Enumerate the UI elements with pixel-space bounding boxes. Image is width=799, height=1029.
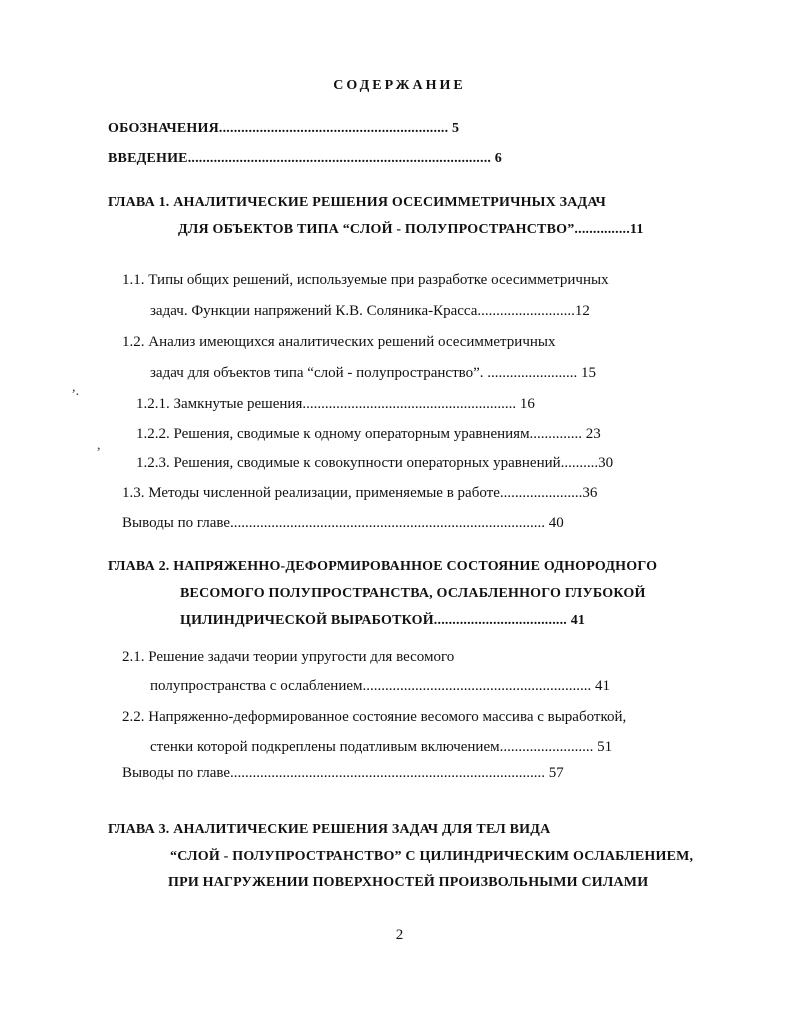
toc-section-1-1-line-1: 1.1. Типы общих решений, используемые при разработке осесимметричных bbox=[122, 272, 609, 288]
toc-chapter-3-line-1: ГЛАВА 3. АНАЛИТИЧЕСКИЕ РЕШЕНИЯ ЗАДАЧ ДЛЯ ТЕЛ ВИДА bbox=[108, 822, 551, 837]
toc-conclusions-1: Выводы по главе.................................................................................... 40 bbox=[122, 515, 564, 531]
page-number: 2 bbox=[395, 927, 404, 943]
page-title: СОДЕРЖАНИЕ bbox=[333, 78, 466, 93]
toc-section-2-1-line-2: полупространства с ослаблением............................................................. 41 bbox=[150, 678, 610, 694]
toc-chapter-3-line-3: ПРИ НАГРУЖЕНИИ ПОВЕРХНОСТЕЙ ПРОИЗВОЛЬНЫМИ СИЛАМИ bbox=[168, 875, 649, 890]
toc-chapter-2-line-1: ГЛАВА 2. НАПРЯЖЕННО-ДЕФОРМИРОВАННОЕ СОСТОЯНИЕ ОДНОРОДНОГО bbox=[108, 559, 658, 574]
toc-chapter-1-line-2: ДЛЯ ОБЪЕКТОВ ТИПА “СЛОЙ - ПОЛУПРОСТРАНСТВО”...............11 bbox=[178, 222, 644, 237]
toc-section-2-2-line-2: стенки которой подкреплены податливым включением......................... 51 bbox=[150, 739, 613, 755]
toc-conclusions-2: Выводы по главе.................................................................................... 57 bbox=[122, 765, 564, 781]
toc-section-1-2-2: 1.2.2. Решения, сводимые к одному операторным уравнениям.............. 23 bbox=[136, 426, 601, 442]
toc-entry-vvedenie: ВВЕДЕНИЕ.................................................................................. 6 bbox=[108, 151, 503, 166]
toc-chapter-2-line-2: ВЕСОМОГО ПОЛУПРОСТРАНСТВА, ОСЛАБЛЕННОГО ГЛУБОКОЙ bbox=[180, 586, 646, 601]
toc-section-1-2-line-1: 1.2. Анализ имеющихся аналитических решений осесимметричных bbox=[122, 334, 556, 350]
toc-chapter-1-line-1: ГЛАВА 1. АНАЛИТИЧЕСКИЕ РЕШЕНИЯ ОСЕСИММЕТРИЧНЫХ ЗАДАЧ bbox=[108, 195, 607, 210]
toc-chapter-3-line-2: “СЛОЙ - ПОЛУПРОСТРАНСТВО” С ЦИЛИНДРИЧЕСКИМ ОСЛАБЛЕНИЕМ, bbox=[170, 849, 694, 864]
toc-entry-oboznacheniya: ОБОЗНАЧЕНИЯ.............................................................. 5 bbox=[108, 121, 460, 136]
toc-section-1-1-line-2: задач. Функции напряжений К.В. Соляника-Красса..........................12 bbox=[150, 303, 590, 319]
toc-section-1-2-line-2: задач для объектов типа “слой - полупространство”. ........................ 15 bbox=[150, 365, 597, 381]
toc-section-1-2-3: 1.2.3. Решения, сводимые к совокупности операторных уравнений..........30 bbox=[136, 455, 614, 471]
scan-speck: · bbox=[75, 388, 80, 403]
toc-section-1-3: 1.3. Методы численной реализации, применяемые в работе......................36 bbox=[122, 485, 598, 501]
toc-section-2-2-line-1: 2.2. Напряженно-деформированное состояние весомого массива с выработкой, bbox=[122, 709, 627, 725]
scan-speck: , bbox=[72, 380, 76, 395]
scan-speck: , bbox=[97, 438, 101, 453]
toc-section-2-1-line-1: 2.1. Решение задачи теории упругости для весомого bbox=[122, 649, 455, 665]
toc-chapter-2-line-3: ЦИЛИНДРИЧЕСКОЙ ВЫРАБОТКОЙ.................................... 41 bbox=[180, 613, 586, 628]
toc-section-1-2-1: 1.2.1. Замкнутые решения......................................................... 16 bbox=[136, 396, 535, 412]
